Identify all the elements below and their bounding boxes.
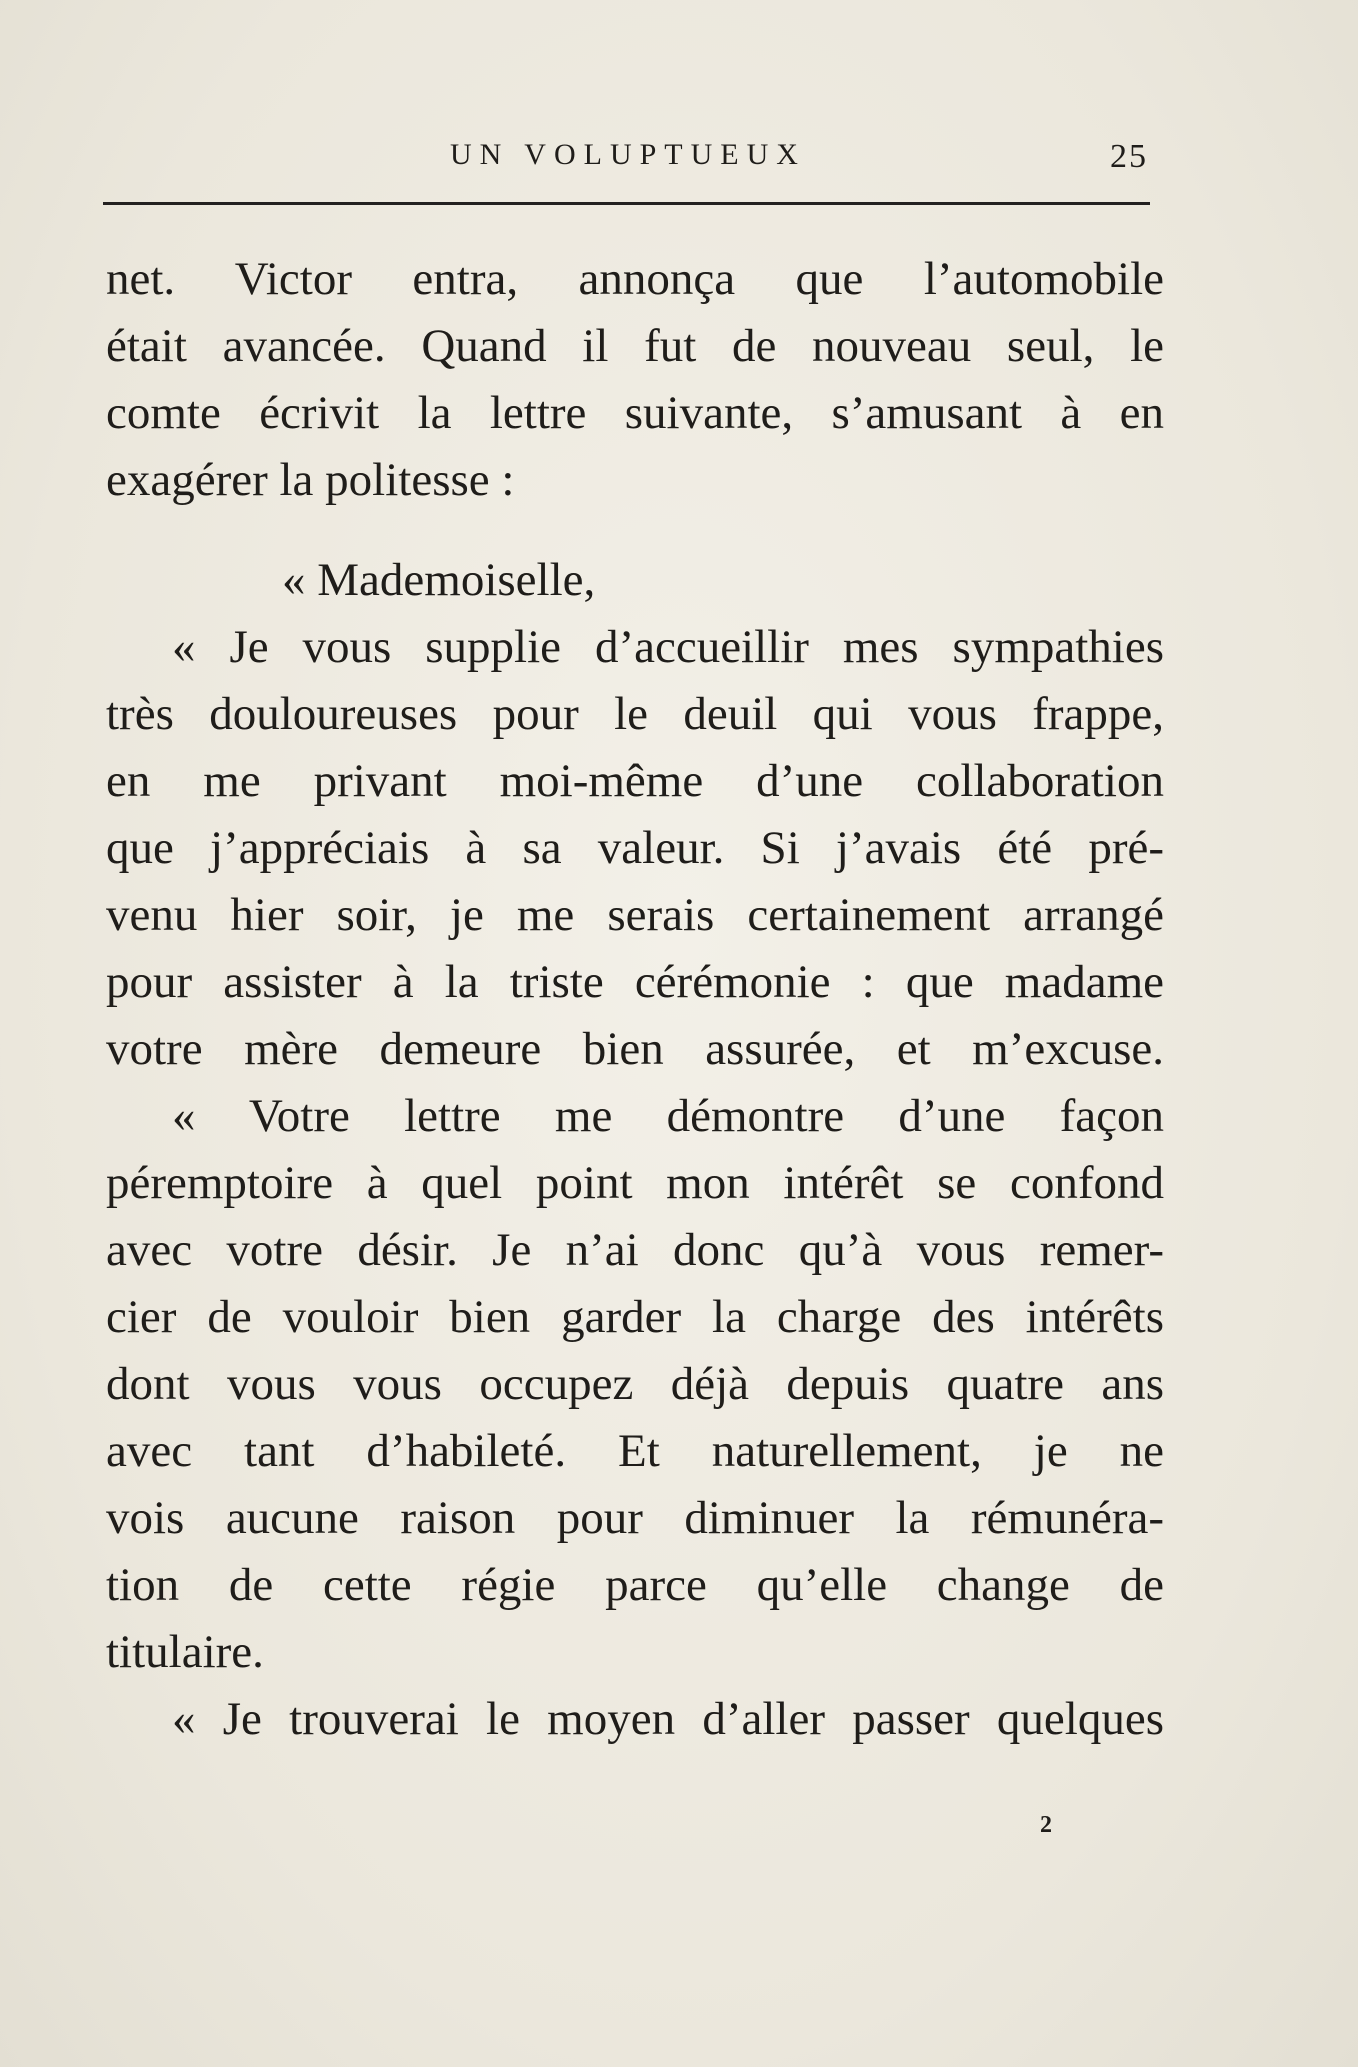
- text-line: en me privant moi-même d’une collaboration: [106, 755, 1164, 807]
- text-line: venu hier soir, je me serais certainement arrangé: [106, 889, 1164, 941]
- header-rule: [103, 202, 1150, 205]
- running-title: UN VOLUPTUEUX: [450, 138, 806, 171]
- text-line: votre mère demeure bien assurée, et m’excuse.: [106, 1023, 1164, 1075]
- text-line: tion de cette régie parce qu’elle change de: [106, 1559, 1164, 1611]
- salutation-line: « Mademoiselle,: [282, 554, 596, 606]
- text-line: « Votre lettre me démontre d’une façon: [172, 1090, 1164, 1142]
- text-line: avec votre désir. Je n’ai donc qu’à vous remer-: [106, 1224, 1164, 1276]
- text-line: pour assister à la triste cérémonie : que madame: [106, 956, 1164, 1008]
- text-line: était avancée. Quand il fut de nouveau seul, le: [106, 320, 1164, 372]
- text-line: que j’appréciais à sa valeur. Si j’avais été pré-: [106, 822, 1164, 874]
- text-line: péremptoire à quel point mon intérêt se confond: [106, 1157, 1164, 1209]
- text-line: « Je trouverai le moyen d’aller passer quelques: [172, 1693, 1164, 1745]
- page-number: 25: [1110, 138, 1148, 175]
- text-line: vois aucune raison pour diminuer la rémunéra-: [106, 1492, 1164, 1544]
- running-head: [108, 138, 1148, 178]
- text-line: dont vous vous occupez déjà depuis quatre ans: [106, 1358, 1164, 1410]
- text-line: cier de vouloir bien garder la charge des intérêts: [106, 1291, 1164, 1343]
- text-line: « Je vous supplie d’accueillir mes sympathies: [172, 621, 1164, 673]
- text-line: comte écrivit la lettre suivante, s’amusant à en: [106, 387, 1164, 439]
- body-text: [106, 246, 1164, 1753]
- paragraph-gap: [106, 514, 1164, 547]
- text-line: très douloureuses pour le deuil qui vous frappe,: [106, 688, 1164, 740]
- text-line: net. Victor entra, annonça que l’automobile: [106, 253, 1164, 305]
- text-line: titulaire.: [106, 1626, 264, 1678]
- text-line: exagérer la politesse :: [106, 454, 515, 506]
- text-line: avec tant d’habileté. Et naturellement, je ne: [106, 1425, 1164, 1477]
- signature-mark: 2: [1040, 1812, 1052, 1838]
